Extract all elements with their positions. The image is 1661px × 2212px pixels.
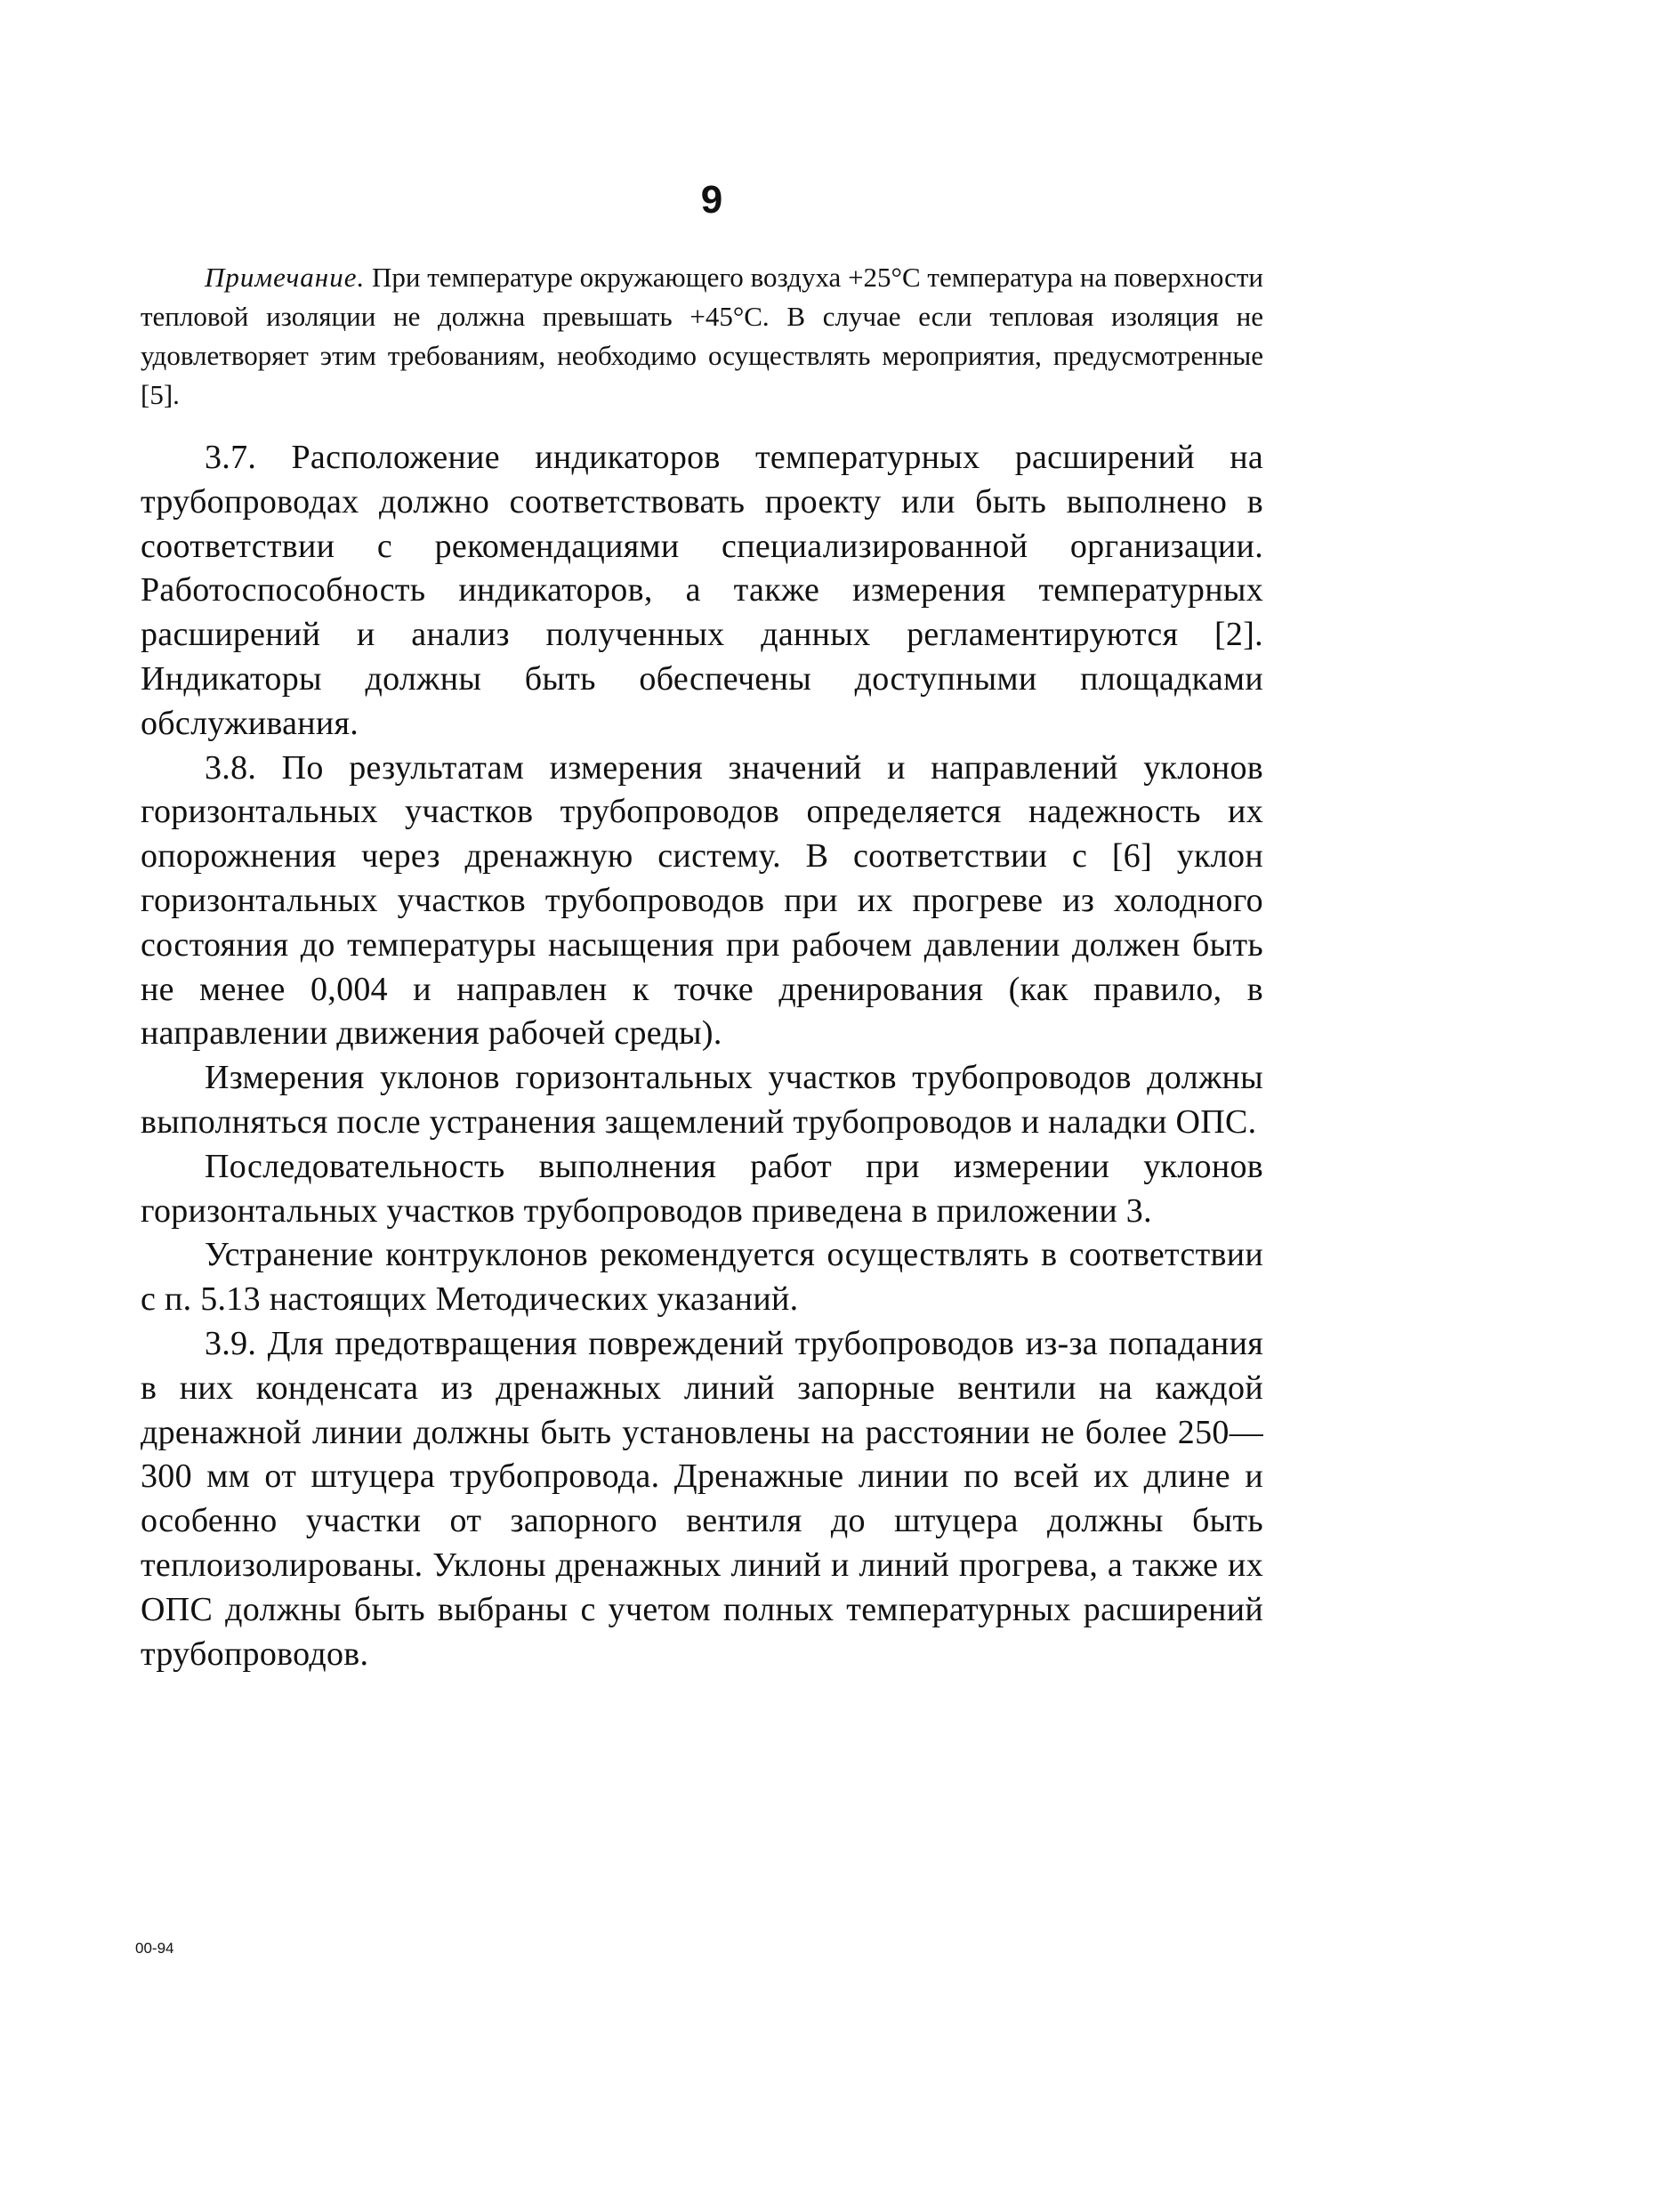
paragraph-counter-slope: Устранение контруклонов рекомендуется осуществлять в соответствии с п. 5.13 настоящих Методических указаний. xyxy=(141,1236,1263,1319)
paragraph-3-8: 3.8. По результатам измерения значений и направлений уклонов горизонтальных участков трубопроводов определяется надежность их опорожнения через дренажную систему. В соответствии с [6] уклон горизонтальных участков трубопроводов при их прогреве из холодного состояния до температуры насыщения при рабочем давлении должен быть не менее 0,004 и направлен к точке дренирования (как правило, в направлении движения рабочей среды). xyxy=(141,748,1263,1053)
paragraph-3-7: 3.7. Расположение индикаторов температурных расширений на трубопроводах должно соответствовать проекту или быть выполнено в соответствии с рекомендациями специализированной организации. Работоспособность индикаторов, а также измерения температурных расширений и анализ полученных данных регламентируются [2]. Индикаторы должны быть обеспечены доступными площадками обслуживания. xyxy=(141,439,1263,742)
paragraph-slope-measurement: Измерения уклонов горизонтальных участков трубопроводов должны выполняться после устранения защемлений трубопроводов и наладки ОПС. xyxy=(141,1059,1263,1141)
paragraph-3-9: 3.9. Для предотвращения повреждений трубопроводов из-за попадания в них конденсата из дренажных линий запорные вентили на каждой дренажной линии должны быть установлены на расстоянии не более 250—300 мм от штуцера трубопровода. Дренажные линии по всей их длине и особенно участки от запорного вентиля до штуцера должны быть теплоизолированы. Уклоны дренажных линий и линий прогрева, а также их ОПС должны быть выбраны с учетом полных температурных расширений трубопроводов. xyxy=(141,1324,1263,1673)
page-number: 9 xyxy=(700,178,723,222)
page-content xyxy=(141,258,1263,1676)
paragraph-work-sequence: Последовательность выполнения работ при измерении уклонов горизонтальных участков трубопроводов приведена в приложении 3. xyxy=(141,1147,1263,1230)
note-text: При температуре окружающего воздуха +25°С температура на поверхности тепловой изоляции не должна превышать +45°С. В случае если тепловая изоляция не удовлетворяет этим требованиям, необходимо осуществлять мероприятия, предусмотренные [5]. xyxy=(141,262,1264,410)
note-paragraph xyxy=(141,258,1263,415)
note-label: Примечание. xyxy=(205,262,366,293)
footer-code: 00-94 xyxy=(135,1940,174,1957)
